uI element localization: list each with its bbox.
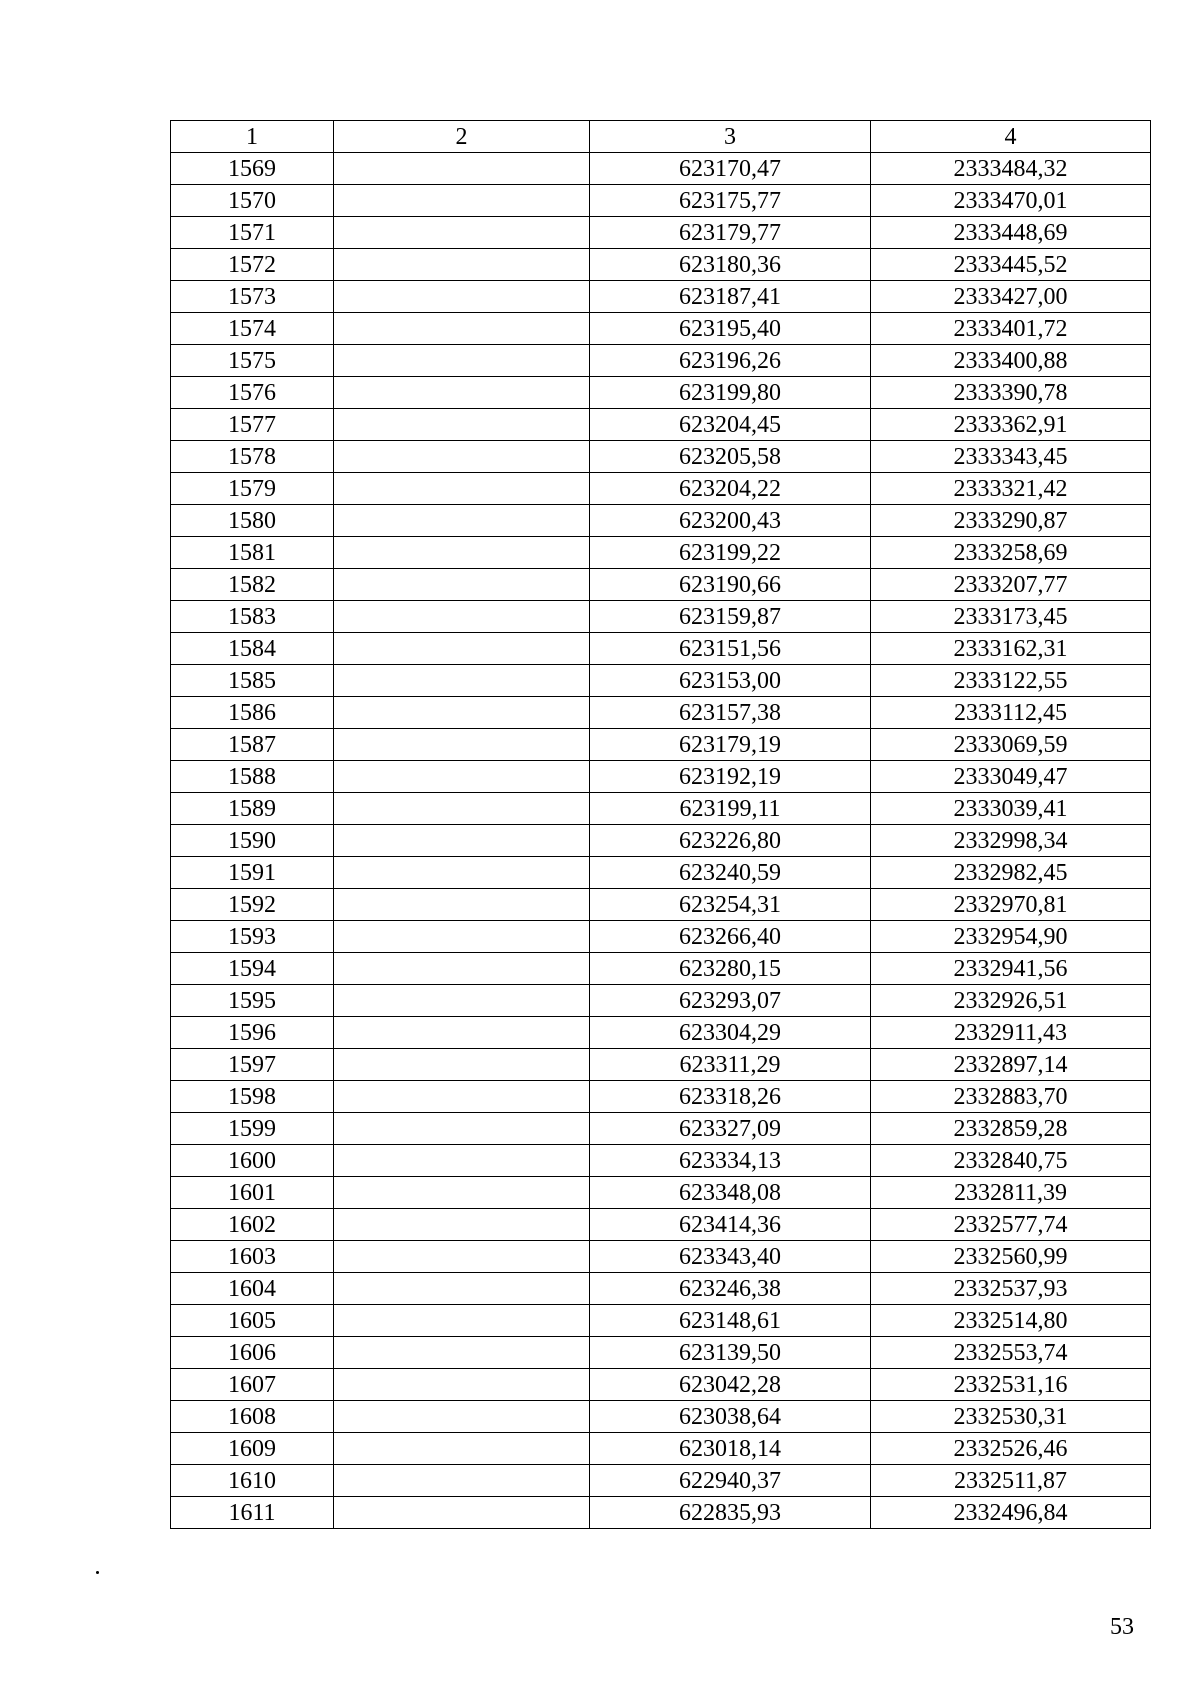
x-coordinate-cell: 623246,38	[590, 1273, 871, 1305]
y-coordinate-cell: 2332511,87	[871, 1465, 1151, 1497]
point-number-cell: 1577	[171, 409, 334, 441]
y-coordinate-cell: 2332970,81	[871, 889, 1151, 921]
y-coordinate-cell: 2333207,77	[871, 569, 1151, 601]
table-row	[171, 1273, 1151, 1305]
x-coordinate-cell: 623199,11	[590, 793, 871, 825]
column-header-4: 4	[871, 121, 1151, 153]
y-coordinate-cell: 2333290,87	[871, 505, 1151, 537]
point-number-cell: 1599	[171, 1113, 334, 1145]
y-coordinate-cell: 2333049,47	[871, 761, 1151, 793]
table-row	[171, 1337, 1151, 1369]
y-coordinate-cell: 2332883,70	[871, 1081, 1151, 1113]
table-row	[171, 633, 1151, 665]
table-row	[171, 377, 1151, 409]
empty-cell	[334, 153, 590, 185]
y-coordinate-cell: 2332526,46	[871, 1433, 1151, 1465]
point-number-cell: 1588	[171, 761, 334, 793]
empty-cell	[334, 857, 590, 889]
empty-cell	[334, 1177, 590, 1209]
x-coordinate-cell: 623343,40	[590, 1241, 871, 1273]
x-coordinate-cell: 623196,26	[590, 345, 871, 377]
y-coordinate-cell: 2333390,78	[871, 377, 1151, 409]
point-number-cell: 1593	[171, 921, 334, 953]
y-coordinate-cell: 2332560,99	[871, 1241, 1151, 1273]
empty-cell	[334, 1017, 590, 1049]
x-coordinate-cell: 623153,00	[590, 665, 871, 697]
point-number-cell: 1595	[171, 985, 334, 1017]
empty-cell	[334, 1305, 590, 1337]
table-row	[171, 1433, 1151, 1465]
empty-cell	[334, 601, 590, 633]
empty-cell	[334, 1049, 590, 1081]
table-row	[171, 1017, 1151, 1049]
empty-cell	[334, 345, 590, 377]
y-coordinate-cell: 2333400,88	[871, 345, 1151, 377]
point-number-cell: 1570	[171, 185, 334, 217]
x-coordinate-cell: 623199,80	[590, 377, 871, 409]
empty-cell	[334, 793, 590, 825]
table-row	[171, 1497, 1151, 1529]
y-coordinate-cell: 2333427,00	[871, 281, 1151, 313]
empty-cell	[334, 313, 590, 345]
table-row	[171, 409, 1151, 441]
table-row	[171, 793, 1151, 825]
scan-dot-mark	[96, 1571, 99, 1574]
y-coordinate-cell: 2333069,59	[871, 729, 1151, 761]
x-coordinate-cell: 623280,15	[590, 953, 871, 985]
table-row	[171, 889, 1151, 921]
y-coordinate-cell: 2333448,69	[871, 217, 1151, 249]
x-coordinate-cell: 623175,77	[590, 185, 871, 217]
point-number-cell: 1608	[171, 1401, 334, 1433]
table-row	[171, 921, 1151, 953]
table-row	[171, 281, 1151, 313]
x-coordinate-cell: 623042,28	[590, 1369, 871, 1401]
table-row	[171, 505, 1151, 537]
y-coordinate-cell: 2332911,43	[871, 1017, 1151, 1049]
table-row	[171, 985, 1151, 1017]
point-number-cell: 1605	[171, 1305, 334, 1337]
y-coordinate-cell: 2332811,39	[871, 1177, 1151, 1209]
x-coordinate-cell: 623334,13	[590, 1145, 871, 1177]
point-number-cell: 1589	[171, 793, 334, 825]
x-coordinate-cell: 623327,09	[590, 1113, 871, 1145]
column-header-2: 2	[334, 121, 590, 153]
empty-cell	[334, 249, 590, 281]
table-row	[171, 1177, 1151, 1209]
table-row	[171, 697, 1151, 729]
point-number-cell: 1582	[171, 569, 334, 601]
point-number-cell: 1600	[171, 1145, 334, 1177]
y-coordinate-cell: 2332982,45	[871, 857, 1151, 889]
point-number-cell: 1592	[171, 889, 334, 921]
x-coordinate-cell: 623240,59	[590, 857, 871, 889]
table-row	[171, 1369, 1151, 1401]
empty-cell	[334, 505, 590, 537]
point-number-cell: 1602	[171, 1209, 334, 1241]
empty-cell	[334, 217, 590, 249]
y-coordinate-cell: 2333122,55	[871, 665, 1151, 697]
table-row	[171, 537, 1151, 569]
empty-cell	[334, 985, 590, 1017]
empty-cell	[334, 697, 590, 729]
empty-cell	[334, 537, 590, 569]
x-coordinate-cell: 623180,36	[590, 249, 871, 281]
x-coordinate-cell: 623187,41	[590, 281, 871, 313]
x-coordinate-cell: 623190,66	[590, 569, 871, 601]
table-row	[171, 665, 1151, 697]
point-number-cell: 1586	[171, 697, 334, 729]
point-number-cell: 1606	[171, 1337, 334, 1369]
empty-cell	[334, 409, 590, 441]
y-coordinate-cell: 2332926,51	[871, 985, 1151, 1017]
x-coordinate-cell: 623195,40	[590, 313, 871, 345]
empty-cell	[334, 473, 590, 505]
point-number-cell: 1576	[171, 377, 334, 409]
empty-cell	[334, 761, 590, 793]
point-number-cell: 1580	[171, 505, 334, 537]
empty-cell	[334, 1209, 590, 1241]
table-row	[171, 313, 1151, 345]
table-body	[171, 153, 1151, 1529]
x-coordinate-cell: 623318,26	[590, 1081, 871, 1113]
x-coordinate-cell: 623148,61	[590, 1305, 871, 1337]
point-number-cell: 1598	[171, 1081, 334, 1113]
y-coordinate-cell: 2332954,90	[871, 921, 1151, 953]
table-row	[171, 1145, 1151, 1177]
empty-cell	[334, 1081, 590, 1113]
point-number-cell: 1604	[171, 1273, 334, 1305]
x-coordinate-cell: 623304,29	[590, 1017, 871, 1049]
table-row	[171, 473, 1151, 505]
x-coordinate-cell: 623266,40	[590, 921, 871, 953]
y-coordinate-cell: 2332577,74	[871, 1209, 1151, 1241]
y-coordinate-cell: 2332998,34	[871, 825, 1151, 857]
point-number-cell: 1607	[171, 1369, 334, 1401]
point-number-cell: 1610	[171, 1465, 334, 1497]
table-row	[171, 441, 1151, 473]
point-number-cell: 1573	[171, 281, 334, 313]
table-row	[171, 249, 1151, 281]
y-coordinate-cell: 2333362,91	[871, 409, 1151, 441]
y-coordinate-cell: 2333173,45	[871, 601, 1151, 633]
x-coordinate-cell: 623226,80	[590, 825, 871, 857]
empty-cell	[334, 1401, 590, 1433]
point-number-cell: 1583	[171, 601, 334, 633]
y-coordinate-cell: 2333112,45	[871, 697, 1151, 729]
x-coordinate-cell: 623204,45	[590, 409, 871, 441]
y-coordinate-cell: 2332859,28	[871, 1113, 1151, 1145]
point-number-cell: 1603	[171, 1241, 334, 1273]
empty-cell	[334, 921, 590, 953]
table-row	[171, 1305, 1151, 1337]
empty-cell	[334, 889, 590, 921]
y-coordinate-cell: 2332941,56	[871, 953, 1151, 985]
table-row	[171, 1049, 1151, 1081]
y-coordinate-cell: 2332537,93	[871, 1273, 1151, 1305]
empty-cell	[334, 281, 590, 313]
y-coordinate-cell: 2332897,14	[871, 1049, 1151, 1081]
y-coordinate-cell: 2333258,69	[871, 537, 1151, 569]
empty-cell	[334, 1337, 590, 1369]
table-row	[171, 1465, 1151, 1497]
point-number-cell: 1578	[171, 441, 334, 473]
y-coordinate-cell: 2332514,80	[871, 1305, 1151, 1337]
empty-cell	[334, 1497, 590, 1529]
point-number-cell: 1585	[171, 665, 334, 697]
empty-cell	[334, 953, 590, 985]
x-coordinate-cell: 622940,37	[590, 1465, 871, 1497]
empty-cell	[334, 1145, 590, 1177]
empty-cell	[334, 1113, 590, 1145]
y-coordinate-cell: 2333321,42	[871, 473, 1151, 505]
x-coordinate-cell: 623200,43	[590, 505, 871, 537]
table-row	[171, 601, 1151, 633]
x-coordinate-cell: 623199,22	[590, 537, 871, 569]
x-coordinate-cell: 623038,64	[590, 1401, 871, 1433]
point-number-cell: 1569	[171, 153, 334, 185]
empty-cell	[334, 633, 590, 665]
y-coordinate-cell: 2333401,72	[871, 313, 1151, 345]
point-number-cell: 1581	[171, 537, 334, 569]
table-row	[171, 1081, 1151, 1113]
point-number-cell: 1611	[171, 1497, 334, 1529]
point-number-cell: 1579	[171, 473, 334, 505]
empty-cell	[334, 1433, 590, 1465]
x-coordinate-cell: 623157,38	[590, 697, 871, 729]
x-coordinate-cell: 623139,50	[590, 1337, 871, 1369]
table-row	[171, 825, 1151, 857]
y-coordinate-cell: 2332531,16	[871, 1369, 1151, 1401]
table-header-row	[171, 121, 1151, 153]
x-coordinate-cell: 623205,58	[590, 441, 871, 473]
table-row	[171, 1401, 1151, 1433]
x-coordinate-cell: 623254,31	[590, 889, 871, 921]
point-number-cell: 1575	[171, 345, 334, 377]
column-header-3: 3	[590, 121, 871, 153]
y-coordinate-cell: 2333470,01	[871, 185, 1151, 217]
table-row	[171, 729, 1151, 761]
y-coordinate-cell: 2332553,74	[871, 1337, 1151, 1369]
empty-cell	[334, 377, 590, 409]
y-coordinate-cell: 2333445,52	[871, 249, 1151, 281]
empty-cell	[334, 1273, 590, 1305]
x-coordinate-cell: 623414,36	[590, 1209, 871, 1241]
point-number-cell: 1574	[171, 313, 334, 345]
x-coordinate-cell: 623293,07	[590, 985, 871, 1017]
table-row	[171, 857, 1151, 889]
x-coordinate-cell: 623179,19	[590, 729, 871, 761]
empty-cell	[334, 185, 590, 217]
point-number-cell: 1584	[171, 633, 334, 665]
x-coordinate-cell: 622835,93	[590, 1497, 871, 1529]
column-header-1: 1	[171, 121, 334, 153]
page-number: 53	[1110, 1614, 1134, 1640]
table-row	[171, 185, 1151, 217]
empty-cell	[334, 1241, 590, 1273]
x-coordinate-cell: 623151,56	[590, 633, 871, 665]
table-row	[171, 1113, 1151, 1145]
x-coordinate-cell: 623192,19	[590, 761, 871, 793]
table-row	[171, 761, 1151, 793]
x-coordinate-cell: 623348,08	[590, 1177, 871, 1209]
table-row	[171, 217, 1151, 249]
table-row	[171, 1241, 1151, 1273]
table-row	[171, 153, 1151, 185]
empty-cell	[334, 1465, 590, 1497]
table-row	[171, 1209, 1151, 1241]
point-number-cell: 1597	[171, 1049, 334, 1081]
x-coordinate-cell: 623204,22	[590, 473, 871, 505]
table-row	[171, 345, 1151, 377]
point-number-cell: 1587	[171, 729, 334, 761]
y-coordinate-cell: 2333039,41	[871, 793, 1151, 825]
empty-cell	[334, 665, 590, 697]
empty-cell	[334, 729, 590, 761]
point-number-cell: 1572	[171, 249, 334, 281]
point-number-cell: 1601	[171, 1177, 334, 1209]
empty-cell	[334, 441, 590, 473]
x-coordinate-cell: 623170,47	[590, 153, 871, 185]
empty-cell	[334, 825, 590, 857]
x-coordinate-cell: 623159,87	[590, 601, 871, 633]
coordinates-table	[170, 120, 1151, 1529]
point-number-cell: 1596	[171, 1017, 334, 1049]
y-coordinate-cell: 2333484,32	[871, 153, 1151, 185]
table-row	[171, 953, 1151, 985]
y-coordinate-cell: 2333162,31	[871, 633, 1151, 665]
point-number-cell: 1590	[171, 825, 334, 857]
x-coordinate-cell: 623018,14	[590, 1433, 871, 1465]
y-coordinate-cell: 2332530,31	[871, 1401, 1151, 1433]
x-coordinate-cell: 623179,77	[590, 217, 871, 249]
table-row	[171, 569, 1151, 601]
x-coordinate-cell: 623311,29	[590, 1049, 871, 1081]
y-coordinate-cell: 2333343,45	[871, 441, 1151, 473]
point-number-cell: 1571	[171, 217, 334, 249]
y-coordinate-cell: 2332840,75	[871, 1145, 1151, 1177]
point-number-cell: 1609	[171, 1433, 334, 1465]
empty-cell	[334, 569, 590, 601]
y-coordinate-cell: 2332496,84	[871, 1497, 1151, 1529]
empty-cell	[334, 1369, 590, 1401]
point-number-cell: 1591	[171, 857, 334, 889]
point-number-cell: 1594	[171, 953, 334, 985]
